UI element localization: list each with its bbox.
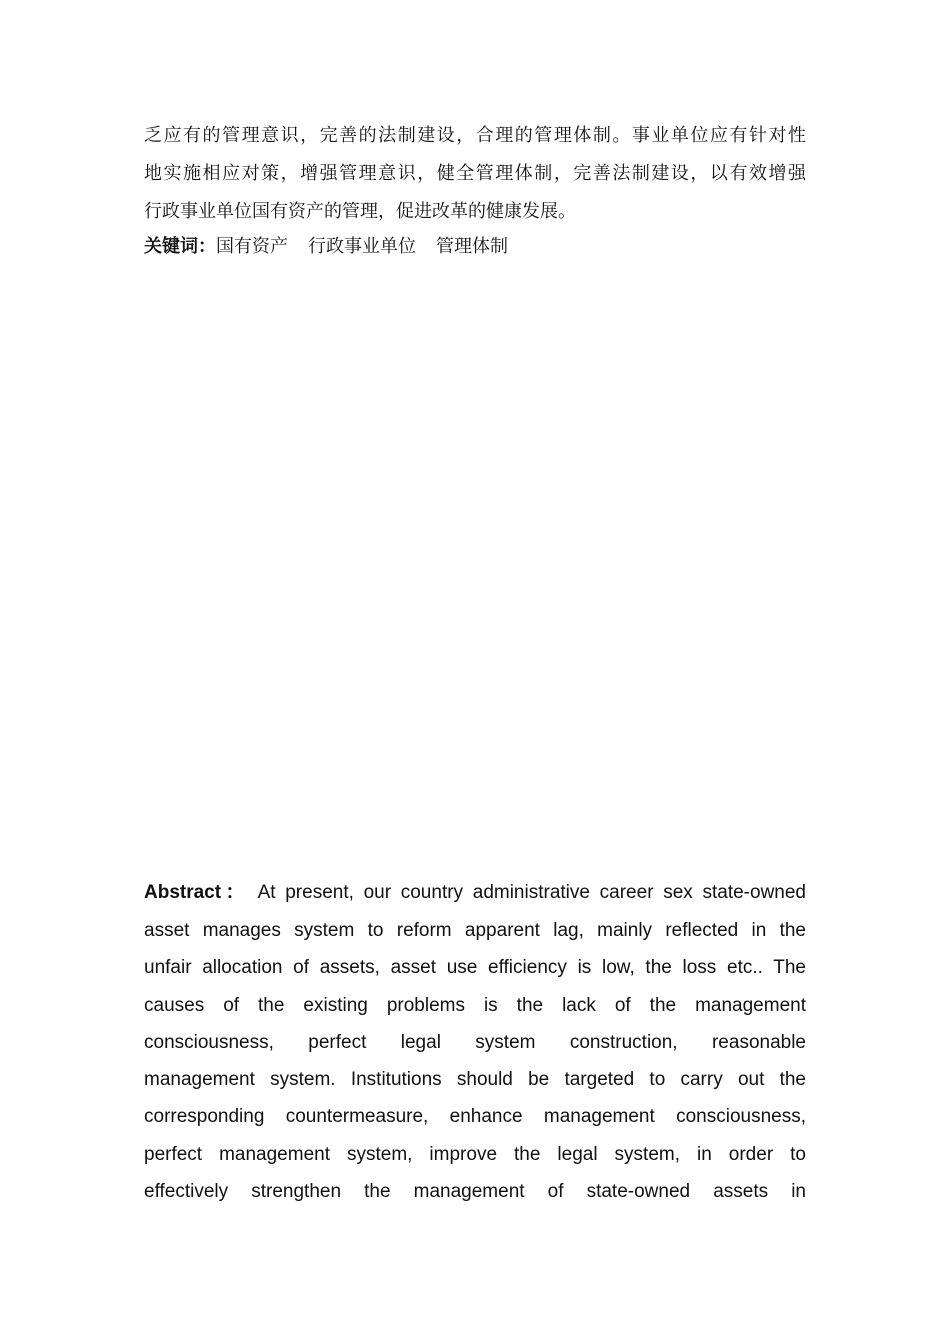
abstract-label: Abstract：	[144, 882, 249, 903]
keywords-label: 关键词：	[144, 236, 216, 257]
keyword-item: 行政事业单位	[308, 236, 416, 257]
english-abstract-line-4: causes of the existing problems is the lack of the management	[144, 995, 806, 1016]
english-abstract-line-5: consciousness, perfect legal system construction, reasonable	[144, 1032, 806, 1053]
english-abstract-line-7: corresponding countermeasure, enhance management consciousness,	[144, 1106, 806, 1127]
keyword-item: 国有资产	[216, 236, 288, 257]
english-abstract-line-1	[144, 879, 806, 907]
abstract-first-line-text: At present, our country administrative career sex state-owned	[257, 882, 806, 903]
english-abstract-line-2: asset manages system to reform apparent lag, mainly reflected in the	[144, 920, 806, 941]
chinese-abstract-line-2: 地实施相应对策，增强管理意识，健全管理体制，完善法制建设，以有效增强	[144, 163, 806, 184]
english-abstract-line-8: perfect management system, improve the legal system, in order to	[144, 1144, 806, 1165]
chinese-abstract-line-3: 行政事业单位国有资产的管理，促进改革的健康发展。	[144, 201, 576, 222]
keyword-item: 管理体制	[436, 236, 508, 257]
keywords-line	[144, 233, 508, 259]
english-abstract-line-3: unfair allocation of assets, asset use efficiency is low, the loss etc.. The	[144, 957, 806, 978]
english-abstract-line-9: effectively strengthen the management of state-owned assets in	[144, 1181, 806, 1202]
english-abstract-line-6: management system. Institutions should be targeted to carry out the	[144, 1069, 806, 1090]
chinese-abstract-line-1: 乏应有的管理意识，完善的法制建设，合理的管理体制。事业单位应有针对性	[144, 125, 806, 146]
